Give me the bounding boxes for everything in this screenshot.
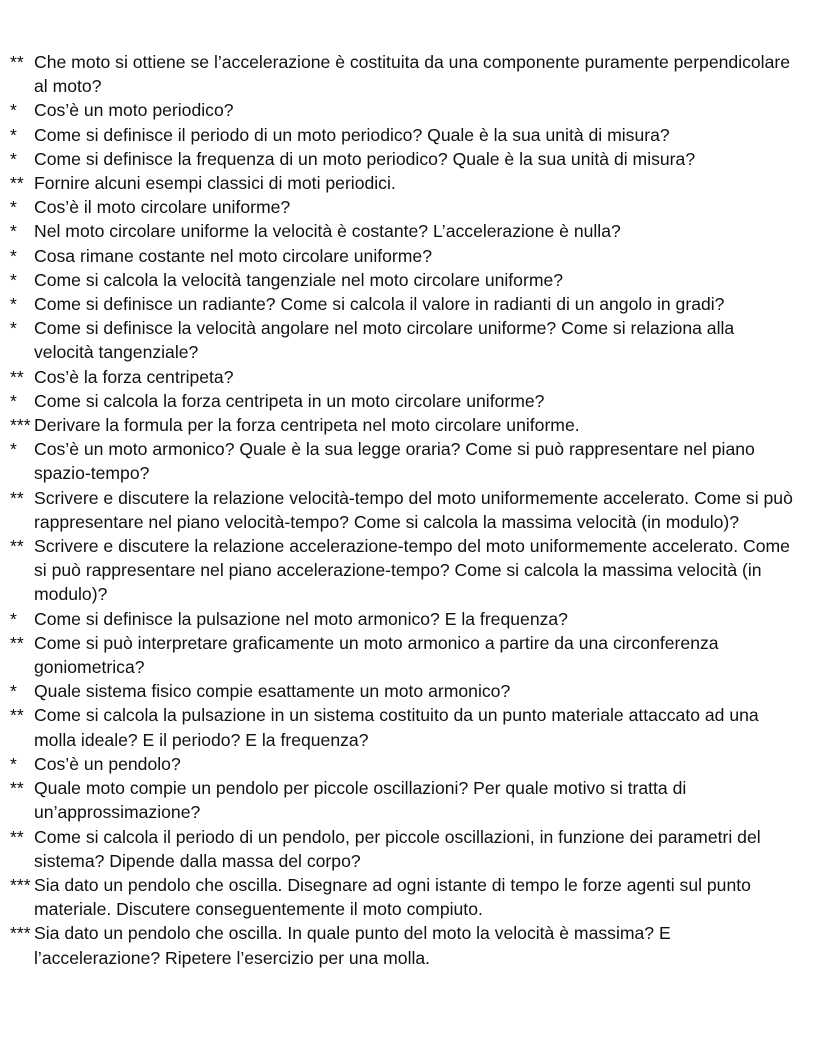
difficulty-marker: * [10,681,17,702]
difficulty-marker: ** [10,778,24,799]
question-item [10,389,794,413]
difficulty-marker: * [10,221,17,242]
question-text: Scrivere e discutere la relazione velocità-tempo del moto uniformemente accelerato. Come si può rappresentare nel piano velocità-tempo? Come si calcola la massima velocità (in modulo)? [34,487,793,532]
difficulty-marker: * [10,439,17,460]
question-item [10,679,794,703]
difficulty-marker: * [10,318,17,339]
question-text: Scrivere e discutere la relazione accelerazione-tempo del moto uniformemente accelerato. Come si può rappresentare nel piano accelerazione-tempo? Come si calcola la massima velocità (in modulo)? [34,536,790,605]
question-item [10,50,794,98]
question-text: Come si calcola la pulsazione in un sistema costituito da un punto materiale attaccato ad una molla ideale? E il periodo? E la frequenza? [34,705,759,750]
question-item [10,776,794,824]
question-item [10,703,794,751]
difficulty-marker: ** [10,173,24,194]
question-text: Quale moto compie un pendolo per piccole oscillazioni? Per quale motivo si tratta di un’approssimazione? [34,778,687,823]
question-item [10,437,794,485]
question-text: Cos’è il moto circolare uniforme? [34,197,291,218]
difficulty-marker: * [10,245,17,266]
difficulty-marker: ** [10,487,24,508]
question-item [10,171,794,195]
question-text: Come si definisce la pulsazione nel moto armonico? E la frequenza? [34,608,568,629]
difficulty-marker: * [10,269,17,290]
question-item [10,413,794,437]
question-item [10,752,794,776]
difficulty-marker: * [10,608,17,629]
question-item [10,365,794,389]
question-text: Derivare la formula per la forza centripeta nel moto circolare uniforme. [34,415,580,436]
difficulty-marker: *** [10,923,31,944]
question-item [10,825,794,873]
question-item [10,219,794,243]
question-text: Come si definisce la frequenza di un moto periodico? Quale è la sua unità di misura? [34,148,696,169]
difficulty-marker: *** [10,874,31,895]
question-text: Come si può interpretare graficamente un moto armonico a partire da una circonferenza goniometrica? [34,632,719,678]
question-text: Che moto si ottiene se l’accelerazione è costituita da una componente puramente perpendicolare al moto? [34,52,791,97]
question-list [10,50,794,970]
question-text: Cos’è un pendolo? [34,753,181,774]
question-text: Nel moto circolare uniforme la velocità è costante? L’accelerazione è nulla? [34,221,621,242]
difficulty-marker: *** [10,415,31,436]
question-item [10,873,794,921]
difficulty-marker: * [10,148,17,169]
question-text: Come si definisce il periodo di un moto periodico? Quale è la sua unità di misura? [34,124,670,145]
difficulty-marker: * [10,100,17,121]
question-text: Come si definisce la velocità angolare nel moto circolare uniforme? Come si relaziona alla velocità tangenziale? [34,318,735,363]
question-text: Sia dato un pendolo che oscilla. In quale punto del moto la velocità è massima? E l’accelerazione? Ripetere l’esercizio per una molla. [34,923,671,968]
difficulty-marker: * [10,294,17,315]
question-item [10,98,794,122]
difficulty-marker: ** [10,536,24,557]
question-item [10,921,794,969]
difficulty-marker: ** [10,366,24,387]
question-text: Come si calcola il periodo di un pendolo, per piccole oscillazioni, in funzione dei parametri del sistema? Dipende dalla massa del corpo? [34,826,761,871]
difficulty-marker: ** [10,705,24,726]
question-item [10,123,794,147]
question-item [10,244,794,268]
question-text: Sia dato un pendolo che oscilla. Disegnare ad ogni istante di tempo le forze agenti sul punto materiale. Discutere conseguentemente il moto compiuto. [34,874,751,920]
question-text: Cos’è un moto armonico? Quale è la sua legge oraria? Come si può rappresentare nel piano spazio-tempo? [34,439,755,484]
question-item [10,631,794,679]
question-item [10,147,794,171]
question-text: Come si definisce un radiante? Come si calcola il valore in radianti di un angolo in gradi? [34,294,725,315]
question-text: Quale sistema fisico compie esattamente un moto armonico? [34,681,511,702]
question-text: Fornire alcuni esempi classici di moti periodici. [34,173,396,194]
question-item [10,316,794,364]
question-item [10,607,794,631]
question-item [10,195,794,219]
question-text: Cosa rimane costante nel moto circolare uniforme? [34,245,432,266]
question-text: Cos’è un moto periodico? [34,100,234,121]
difficulty-marker: * [10,197,17,218]
difficulty-marker: * [10,390,17,411]
difficulty-marker: * [10,124,17,145]
question-item [10,486,794,534]
question-text: Cos’è la forza centripeta? [34,366,234,387]
question-item [10,534,794,607]
question-text: Come si calcola la forza centripeta in un moto circolare uniforme? [34,390,545,411]
question-item [10,292,794,316]
question-text: Come si calcola la velocità tangenziale nel moto circolare uniforme? [34,269,564,290]
difficulty-marker: * [10,753,17,774]
difficulty-marker: ** [10,52,24,72]
difficulty-marker: ** [10,826,24,847]
difficulty-marker: ** [10,632,24,653]
question-item [10,268,794,292]
